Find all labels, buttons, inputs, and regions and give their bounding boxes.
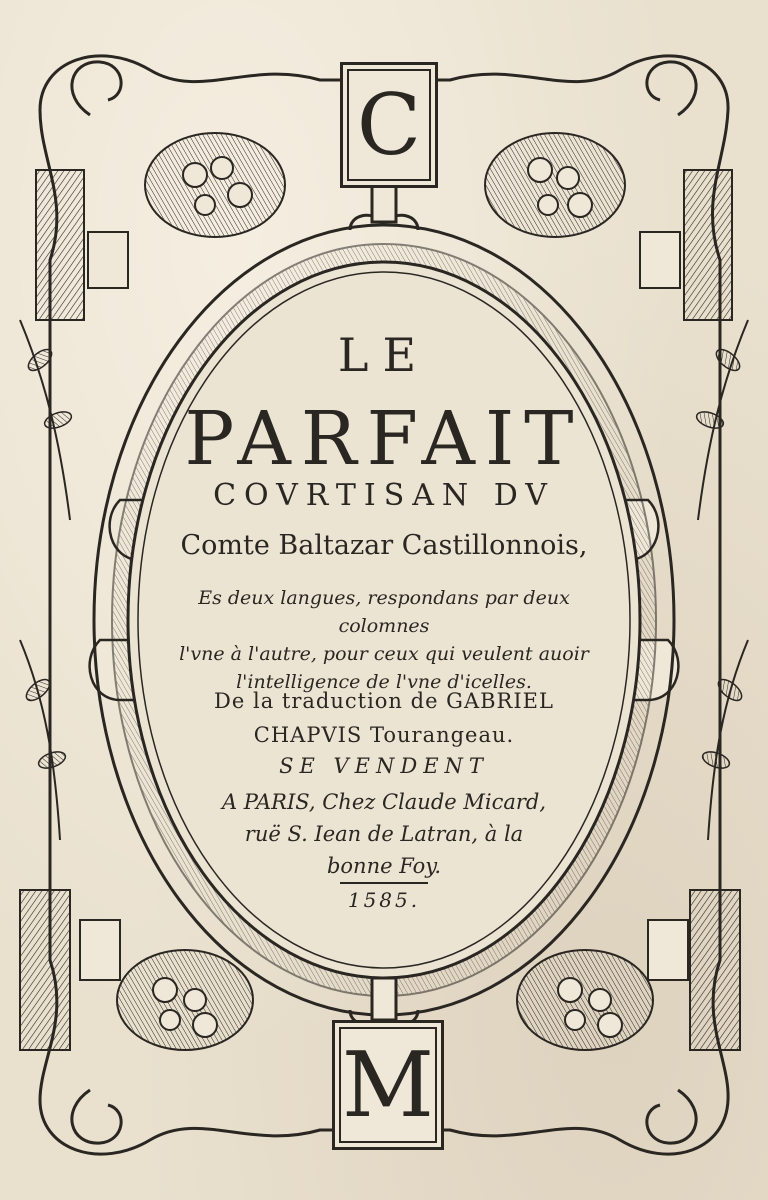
- title-parfait: PARFAIT: [184, 396, 584, 482]
- author-line: Comte Baltazar Castillonnois,: [180, 530, 588, 561]
- top-initial-letter: C: [356, 76, 422, 174]
- imprint-block: [150, 786, 618, 882]
- se-vendent: SE VENDENT: [279, 754, 489, 778]
- translator-line: CHAPVIS Tourangeau.: [253, 723, 515, 747]
- imprint-line: ruë S. Iean de Latran, à la: [244, 822, 524, 846]
- description-block: [150, 584, 618, 696]
- publication-year: 1585.: [347, 888, 421, 912]
- imprint-line: bonne Foy.: [326, 854, 442, 878]
- title-le: LE: [337, 328, 431, 382]
- description-line: Es deux langues, respondans par deux colomnes: [198, 587, 570, 637]
- translator-block: [150, 684, 618, 752]
- bottom-initial-letter: M: [341, 1032, 435, 1138]
- title-courtisan: COVRTISAN DV: [213, 478, 555, 513]
- divider-rule: [340, 882, 428, 884]
- description-line: l'intelligence de l'vne d'icelles.: [236, 671, 532, 693]
- top-initial-plaque: [340, 62, 438, 188]
- bottom-initial-plaque: [332, 1020, 444, 1150]
- translator-line: De la traduction de GABRIEL: [214, 689, 554, 713]
- imprint-line: A PARIS, Chez Claude Micard,: [221, 790, 547, 814]
- description-line: l'vne à l'autre, pour ceux qui veulent auoir: [179, 643, 589, 665]
